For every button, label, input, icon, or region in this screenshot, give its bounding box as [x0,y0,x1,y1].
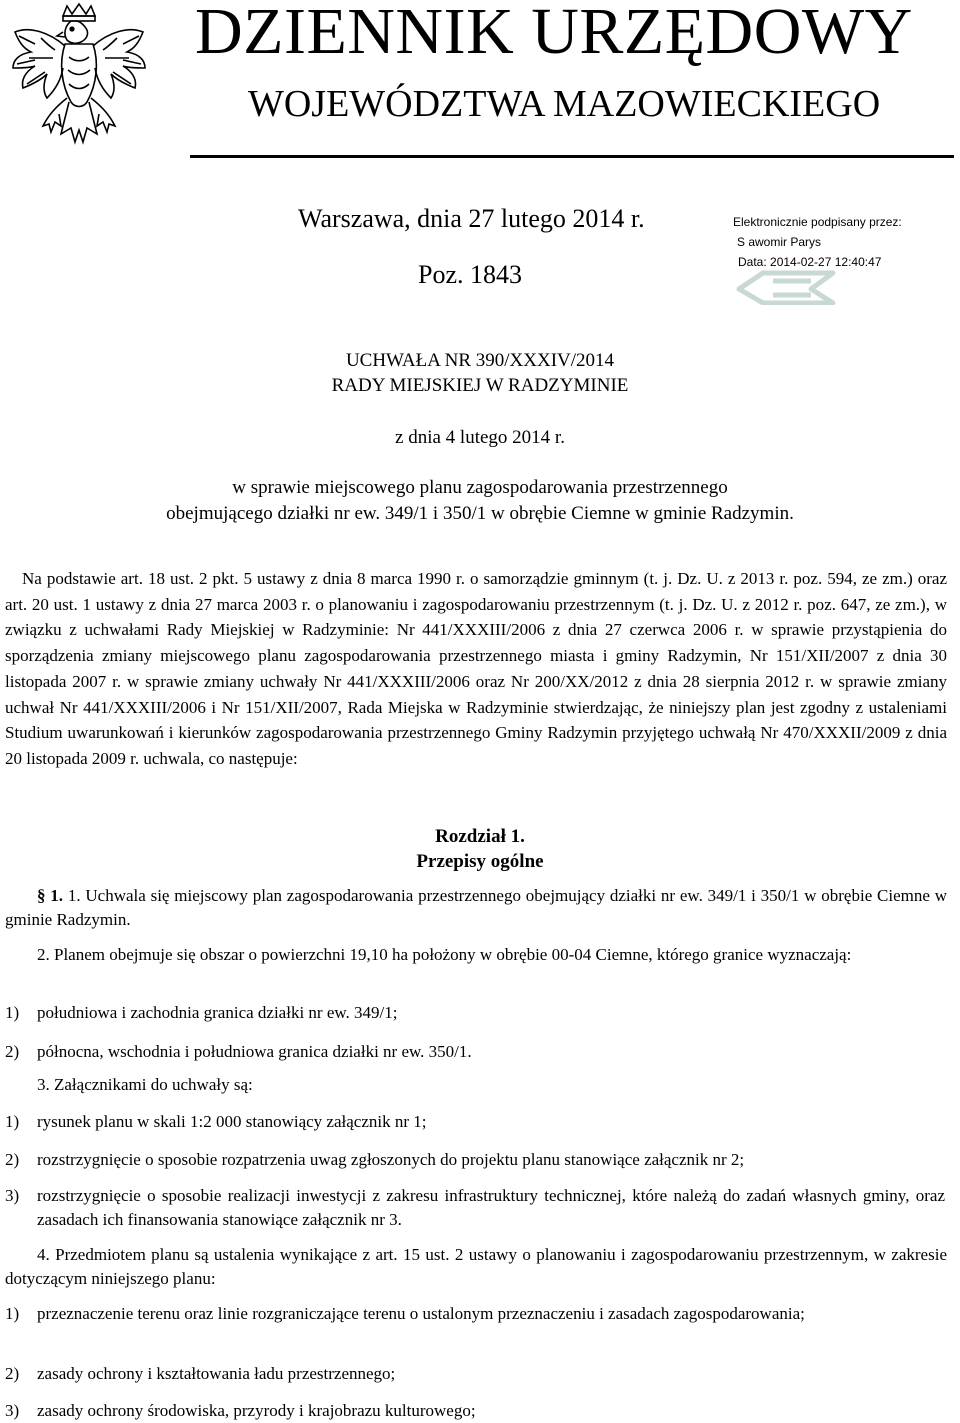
chapter-number: Rozdział 1. [435,826,525,847]
section-1-paragraph-1 [5,884,947,932]
resolution-title: UCHWAŁA NR 390/XXXIV/2014 [345,350,615,371]
list-item-number: 1) [5,1003,20,1022]
resolution-issuer: RADY MIEJSKIEJ W RADZYMINIE [331,375,629,396]
preamble [5,566,947,772]
section-label: § 1. [37,886,64,905]
paragraph-text: 1. Uchwala się miejscowy plan zagospodarowania przestrzennego obejmujący działki nr ew. 349/1 i 350/1 w obrębie Ciemne w gminie Radzymin. [5,886,947,929]
masthead-title: DZIENNIK URZĘDOWY [195,0,913,68]
resolution-date: z dnia 4 lutego 2014 r. [395,427,565,448]
signature-check-icon [733,265,843,305]
issue-date: Warszawa, dnia 27 lutego 2014 r. [298,204,645,233]
list-item [5,1001,945,1025]
chapter-title: Przepisy ogólne [416,851,544,872]
issue-position: Poz. 1843 [418,260,522,289]
list-item [5,1184,945,1232]
preamble-text: Na podstawie art. 18 ust. 2 pkt. 5 ustawy z dnia 8 marca 1990 r. o samorządzie gminnym (t. j. Dz. U. z 2013 r. poz. 594, ze zm.) oraz art. 20 ust. 1 ustawy z dnia 27 marca 2003 r. o planowaniu i zagospodarowaniu przestrzennym (t. j. Dz. U. z 2012 r. poz. 647, ze zm.), w związku z uchwałami Rady Miejskiej w Radzyminie: Nr 441/XXXIII/2006 z dnia 27 czerwca 2006 r. w sprawie przystąpienia do sporządzenia zmiany miejscowego planu zagospodarowania przestrzennego miasta i gminy Radzymin, Nr 151/XII/2007 z dnia 30 listopada 2007 r. w sprawie zmiany uchwały Nr 441/XXXIII/2006 oraz Nr 200/XX/2012 z dnia 28 sierpnia 2012 r. w sprawie zmiany uchwał Nr 441/XXXIII/2006 i Nr 151/XII/2007, Rada Miejska w Radzyminie stwierdzając, że niniejszy plan jest zgodny z ustaleniami Studium uwarunkowań i kierunków zagospodarowania przestrzennego Gminy Radzymin przyjętego uchwałą Nr 470/XXXII/2009 z dnia 20 listopada 2009 r. uchwala, co następuje: [5,569,947,768]
resolution-subject-line-1: w sprawie miejscowego planu zagospodarowania przestrzennego [232,477,728,498]
masthead-subtitle: WOJEWÓDZTWA MAZOWIECKIEGO [248,83,881,125]
resolution-subject-line-2: obejmującego działki nr ew. 349/1 i 350/1 w obrębie Ciemne w gminie Radzymin. [166,503,794,524]
list-item [5,1302,945,1326]
list-item-text: zasady ochrony środowiska, przyrody i krajobrazu kulturowego; [37,1401,476,1420]
list-item [5,1040,945,1064]
list-item-number: 1) [5,1112,20,1131]
list-item [5,1148,945,1172]
section-1-paragraph-2: 2. Planem obejmuje się obszar o powierzchni 19,10 ha położony w obrębie 00-04 Ciemne, którego granice wyznaczają: [37,945,852,964]
signature-date: Data: 2014-02-27 12:40:47 [738,255,882,269]
electronic-signature-block [733,210,953,302]
list-item [5,1110,945,1134]
list-item-number: 3) [5,1186,20,1205]
list-item-number: 2) [5,1364,20,1383]
list-item [5,1362,945,1386]
signature-signer: S awomir Parys [737,235,822,249]
list-item [5,1399,945,1423]
section-1-paragraph-3: 3. Załącznikami do uchwały są: [37,1075,253,1094]
list-item-text: zasady ochrony i kształtowania ładu przestrzennego; [37,1364,396,1383]
signature-label: Elektronicznie podpisany przez: [733,215,902,229]
list-item-number: 2) [5,1042,20,1061]
eagle-emblem-icon [5,2,153,167]
list-item-number: 1) [5,1304,20,1323]
list-item-text: rozstrzygnięcie o sposobie rozpatrzenia uwag zgłoszonych do projektu planu stanowiące załącznik nr 2; [37,1150,745,1169]
list-item-text: północna, wschodnia i południowa granica działki nr ew. 350/1. [37,1042,472,1061]
list-item-number: 2) [5,1150,20,1169]
list-item-text: rysunek planu w skali 1:2 000 stanowiący załącznik nr 1; [37,1112,427,1131]
list-item-number: 3) [5,1401,20,1420]
list-item-text: rozstrzygnięcie o sposobie realizacji inwestycji z zakresu infrastruktury technicznej, które należą do zadań własnych gminy, oraz zasadach ich finansowania stanowiące załącznik nr 3. [37,1186,945,1229]
section-1-paragraph-4: 4. Przedmiotem planu są ustalenia wynikające z art. 15 ust. 2 ustawy o planowaniu i zagospodarowaniu przestrzennym, w zakresie dotyczącym niniejszego planu: [5,1245,947,1288]
list-item-text: południowa i zachodnia granica działki nr ew. 349/1; [37,1003,398,1022]
list-item-text: przeznaczenie terenu oraz linie rozgraniczające terenu o ustalonym przeznaczeniu i zasadach zagospodarowania; [37,1304,805,1323]
masthead-divider [190,155,954,158]
